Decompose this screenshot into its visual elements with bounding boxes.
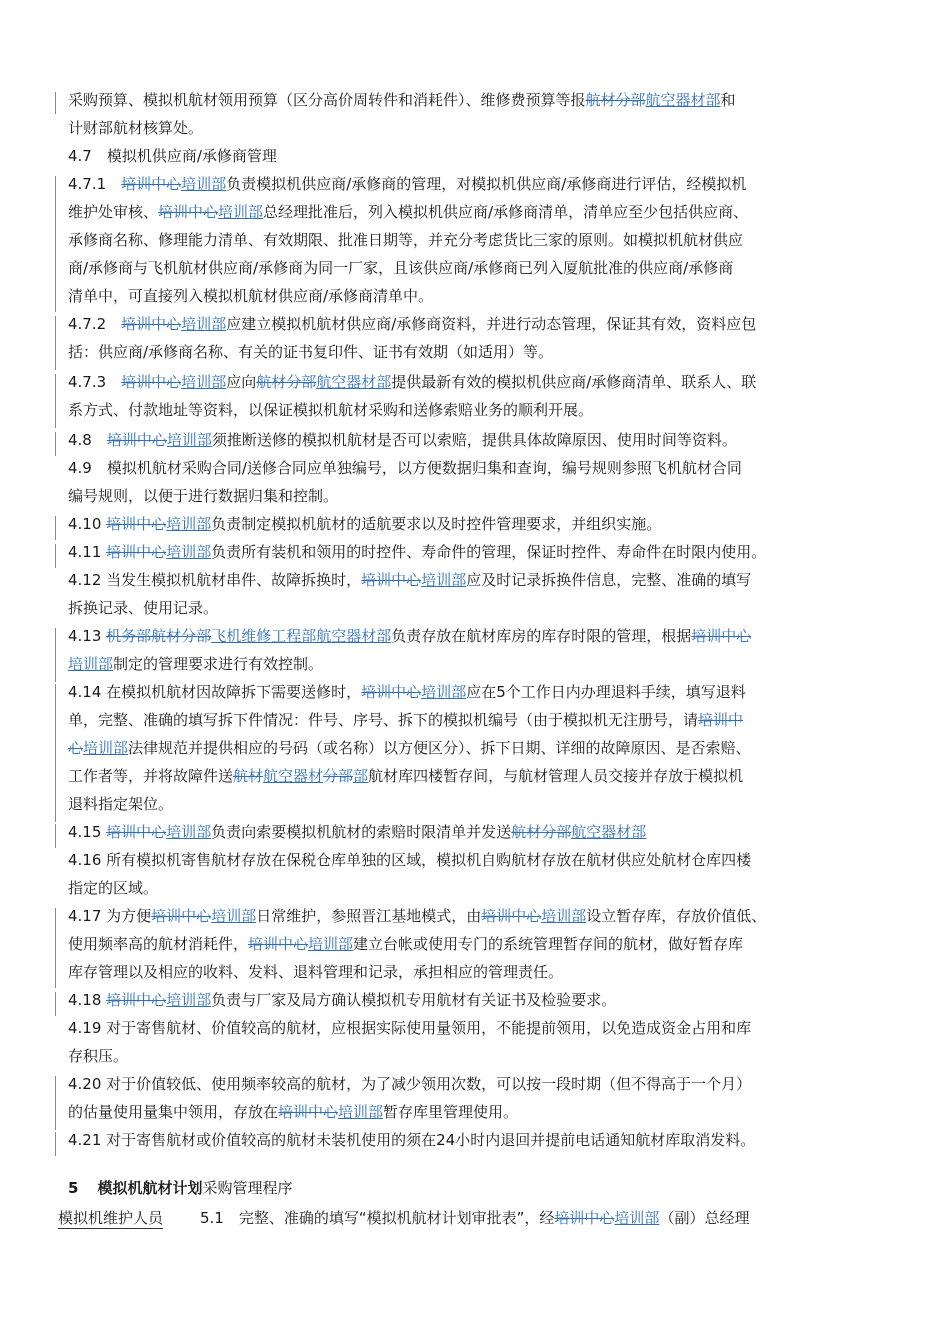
body-text: 承修商名称、修理能力清单、有效期限、批准日期等，并充分考虑货比三家的原则。如模拟机航材供应 [68,231,744,249]
procedure-step-5-1 [200,1208,749,1228]
body-text: 法律规范并提供相应的号码（或名称）以方便区分）、拆下日期、详细的故障原因、是否索赔、 [128,739,751,757]
body-text: 4.17 为方便 [68,907,152,925]
inserted-text: 培训部 [421,683,467,701]
body-text: 负责制定模拟机航材的适航要求以及时控件管理要求，并组织实施。 [211,515,662,533]
text-line [68,486,888,506]
inserted-text: 培训部 [541,907,587,925]
inserted-text: 培训部 [166,431,212,449]
body-text: 4.12 当发生模拟机航材串件、故障拆换时， [68,571,362,589]
text-line [68,1074,888,1094]
body-text: 拆换记录、使用记录。 [68,599,219,617]
deleted-text: 培训中 [698,711,744,729]
deleted-text: 航材分部 [585,91,646,109]
body-text: 商/承修商与飞机航材供应商/承修商为同一厂家，且该供应商/承修商已列入厦航批准的供应商/承修商 [68,259,734,277]
body-text: 日常维护，参照晋江基地模式，由 [256,907,482,925]
text-line [68,766,888,786]
body-text: 的估量使用量集中领用，存放在 [68,1103,279,1121]
body-text: 航材库四楼暂存间，与航材管理人员交接并存放于模拟机 [368,767,744,785]
body-text: 4.20 对于价值较低、使用频率较高的航材，为了减少领用次数，可以按一段时期（但不得高于一个月） [68,1075,752,1093]
body-text: 编号规则，以便于进行数据归集和控制。 [68,487,339,505]
revision-bar [55,1132,56,1156]
inserted-text: 培训部 [181,175,227,193]
body-text: 负责所有装机和领用的时控件、寿命件的管理，保证时控件、寿命件在时限内使用。 [211,543,767,561]
text-line [68,542,888,562]
body-text: 4.8 [68,431,107,449]
body-text: 应建立模拟机航材供应商/承修商资料，并进行动态管理，保证其有效，资料应包 [226,315,757,333]
text-line [68,430,888,450]
text-line [68,230,888,250]
text-line [68,822,888,842]
text-line [68,314,888,334]
deleted-text: 分部 [323,767,354,785]
section-title-rest: 采购管理程序 [202,1179,293,1197]
revision-bar [55,628,56,682]
body-text: 负责存放在航材库房的库存时限的管理，根据 [391,627,692,645]
text-line [68,906,888,926]
text-line [68,514,888,534]
text-line [68,962,888,982]
body-text: （副）总经理 [659,1209,750,1227]
text-line [68,570,888,590]
text-line [68,626,888,646]
inserted-text: 航空器材 [263,767,324,785]
text-line [68,738,888,758]
deleted-text: 航材分部 [256,373,317,391]
deleted-text: 航材 [233,767,264,785]
text-line [68,1046,888,1066]
inserted-text: 部 [353,767,369,785]
body-text: 4.9 模拟机航材采购合同/送修合同应单独编号，以方便数据归集和查询，编号规则参照飞机航材合同 [68,459,742,477]
text-line [68,598,888,618]
revision-bar [55,374,56,428]
body-text: 4.14 在模拟机航材因故障拆下需要送修时， [68,683,362,701]
text-line [68,342,888,362]
inserted-text: 培训部 [338,1103,384,1121]
text-line [68,990,888,1010]
body-text: 4.7.3 [68,373,122,391]
deleted-text: 培训中心 [106,991,167,1009]
deleted-text: 培训中心 [106,431,167,449]
revision-bar [55,316,56,370]
deleted-text: 机务部航材分部 [106,627,212,645]
section-number: 5 [68,1179,79,1197]
deleted-text: 培训中心 [278,1103,339,1121]
deleted-text: 航材分部 [511,823,572,841]
text-line [68,1018,888,1038]
body-text: 4.15 [68,823,107,841]
text-line [68,682,888,702]
body-text: 工作者等，并将故障件送 [68,767,234,785]
revision-bar [55,432,56,456]
deleted-text: 培训中心 [361,571,422,589]
body-text: 4.7.2 [68,315,122,333]
inserted-text: 飞机维修工程部航空器材部 [211,627,392,645]
section-heading [68,1178,888,1198]
body-text: 应在5个工作日内办理退料手续，填写退料 [466,683,746,701]
inserted-text: 培训部 [166,991,212,1009]
body-text: 退料指定架位。 [68,795,174,813]
text-line [68,146,888,166]
body-text: 设立暂存库，存放价值低、 [586,907,767,925]
revision-bar [55,992,56,1016]
body-text: 单，完整、准确的填写拆下件情况：件号、序号、拆下的模拟机编号（由于模拟机无注册号，请 [68,711,699,729]
deleted-text: 培训中心 [361,683,422,701]
deleted-text: 培训中心 [106,823,167,841]
deleted-text: 培训中心 [158,203,219,221]
body-text: 负责模拟机供应商/承修商的管理，对模拟机供应商/承修商进行评估，经模拟机 [226,175,747,193]
deleted-text: 培训中心 [248,935,309,953]
body-text: 暂存库里管理使用。 [383,1103,519,1121]
text-line [68,794,888,814]
body-text: 库存管理以及相应的收料、发料、退料管理和记录，承担相应的管理责任。 [68,963,564,981]
text-line [68,878,888,898]
inserted-text: 培训部 [421,571,467,589]
body-text: 4.13 [68,627,107,645]
deleted-text: 培训中心 [106,543,167,561]
text-line [68,90,888,110]
body-text: 制定的管理要求进行有效控制。 [113,655,324,673]
body-text: 负责向索要模拟机航材的索赔时限清单并发送 [211,823,512,841]
text-line [68,202,888,222]
role-label: 模拟机维护人员 [58,1209,164,1227]
inserted-text: 培训部 [68,655,114,673]
section-title-bold: 模拟机航材计划 [97,1179,203,1197]
body-text: 4.10 [68,515,107,533]
deleted-text: 心 [68,739,84,757]
inserted-text: 培训部 [308,935,354,953]
revision-bar [55,176,56,312]
text-line [68,934,888,954]
body-text: 4.11 [68,543,107,561]
body-text: 指定的区域。 [68,879,159,897]
inserted-text: 培训部 [211,907,257,925]
inserted-text: 航空器材部 [571,823,647,841]
text-line [68,1130,888,1150]
body-text: 计财部航材核算处。 [68,119,204,137]
deleted-text: 培训中心 [554,1209,615,1227]
body-text: 4.16 所有模拟机寄售航材存放在保税仓库单独的区域，模拟机自购航材存放在航材供应处航材仓库四楼 [68,851,752,869]
body-text: 4.7 模拟机供应商/承修商管理 [68,147,277,165]
body-text: 4.7.1 [68,175,122,193]
deleted-text: 培训中心 [691,627,752,645]
text-line [68,458,888,478]
inserted-text: 航空器材部 [316,373,392,391]
revision-bar [55,544,56,568]
revision-bar [55,1076,56,1130]
body-text: 应及时记录拆换件信息，完整、准确的填写 [466,571,752,589]
text-line [68,118,888,138]
body-text: 和 [720,91,736,109]
body-text: 提供最新有效的模拟机供应商/承修商清单、联系人、联 [391,373,757,391]
body-text: 采购预算、模拟机航材领用预算（区分高价周转件和消耗件）、维修费预算等报 [68,91,586,109]
inserted-text: 培训部 [218,203,264,221]
deleted-text: 培训中心 [106,515,167,533]
body-text: 4.19 对于寄售航材、价值较高的航材，应根据实际使用量领用，不能提前领用，以免造成资金占用和库 [68,1019,752,1037]
text-line [68,372,888,392]
text-line [68,286,888,306]
body-text: 应向 [226,373,257,391]
text-line [68,1102,888,1122]
text-line [68,258,888,278]
inserted-text: 培训部 [83,739,129,757]
revision-bar [55,824,56,848]
deleted-text: 培训中心 [121,315,182,333]
revision-bar [55,92,56,114]
inserted-text: 培训部 [181,315,227,333]
text-line [68,710,888,730]
body-text: 5.1 完整、准确的填写“模拟机航材计划审批表”，经 [200,1209,555,1227]
body-text: 括：供应商/承修商名称、有关的证书复印件、证书有效期（如适用）等。 [68,343,554,361]
body-text: 清单中，可直接列入模拟机航材供应商/承修商清单中。 [68,287,434,305]
body-text: 维护处审核、 [68,203,159,221]
body-text: 系方式、付款地址等资料，以保证模拟机航材采购和送修索赔业务的顺利开展。 [68,401,594,419]
body-text: 负责与厂家及局方确认模拟机专用航材有关证书及检验要求。 [211,991,617,1009]
deleted-text: 培训中心 [151,907,212,925]
body-text: 建立台帐或使用专门的系统管理暂存间的航材，做好暂存库 [353,935,744,953]
deleted-text: 培训中心 [481,907,542,925]
deleted-text: 培训中心 [121,373,182,391]
revision-bar [55,516,56,540]
revision-bar [55,684,56,822]
inserted-text: 培训部 [166,543,212,561]
body-text: 存积压。 [68,1047,129,1065]
inserted-text: 培训部 [166,515,212,533]
body-text: 使用频率高的航材消耗件， [68,935,249,953]
body-text: 4.21 对于寄售航材或价值较高的航材未装机使用的须在24小时内退回并提前电话通知航材库取消发料。 [68,1131,756,1149]
text-line [68,654,888,674]
text-line [68,174,888,194]
inserted-text: 培训部 [614,1209,660,1227]
deleted-text: 培训中心 [121,175,182,193]
inserted-text: 培训部 [166,823,212,841]
revision-bar [55,908,56,988]
inserted-text: 航空器材部 [645,91,721,109]
body-text: 4.18 [68,991,107,1009]
body-text: 总经理批准后，列入模拟机供应商/承修商清单，清单应至少包括供应商、 [263,203,749,221]
text-line [68,400,888,420]
inserted-text: 培训部 [181,373,227,391]
text-line [68,850,888,870]
body-text: 须推断送修的模拟机航材是否可以索赔，提供具体故障原因、使用时间等资料。 [211,431,737,449]
